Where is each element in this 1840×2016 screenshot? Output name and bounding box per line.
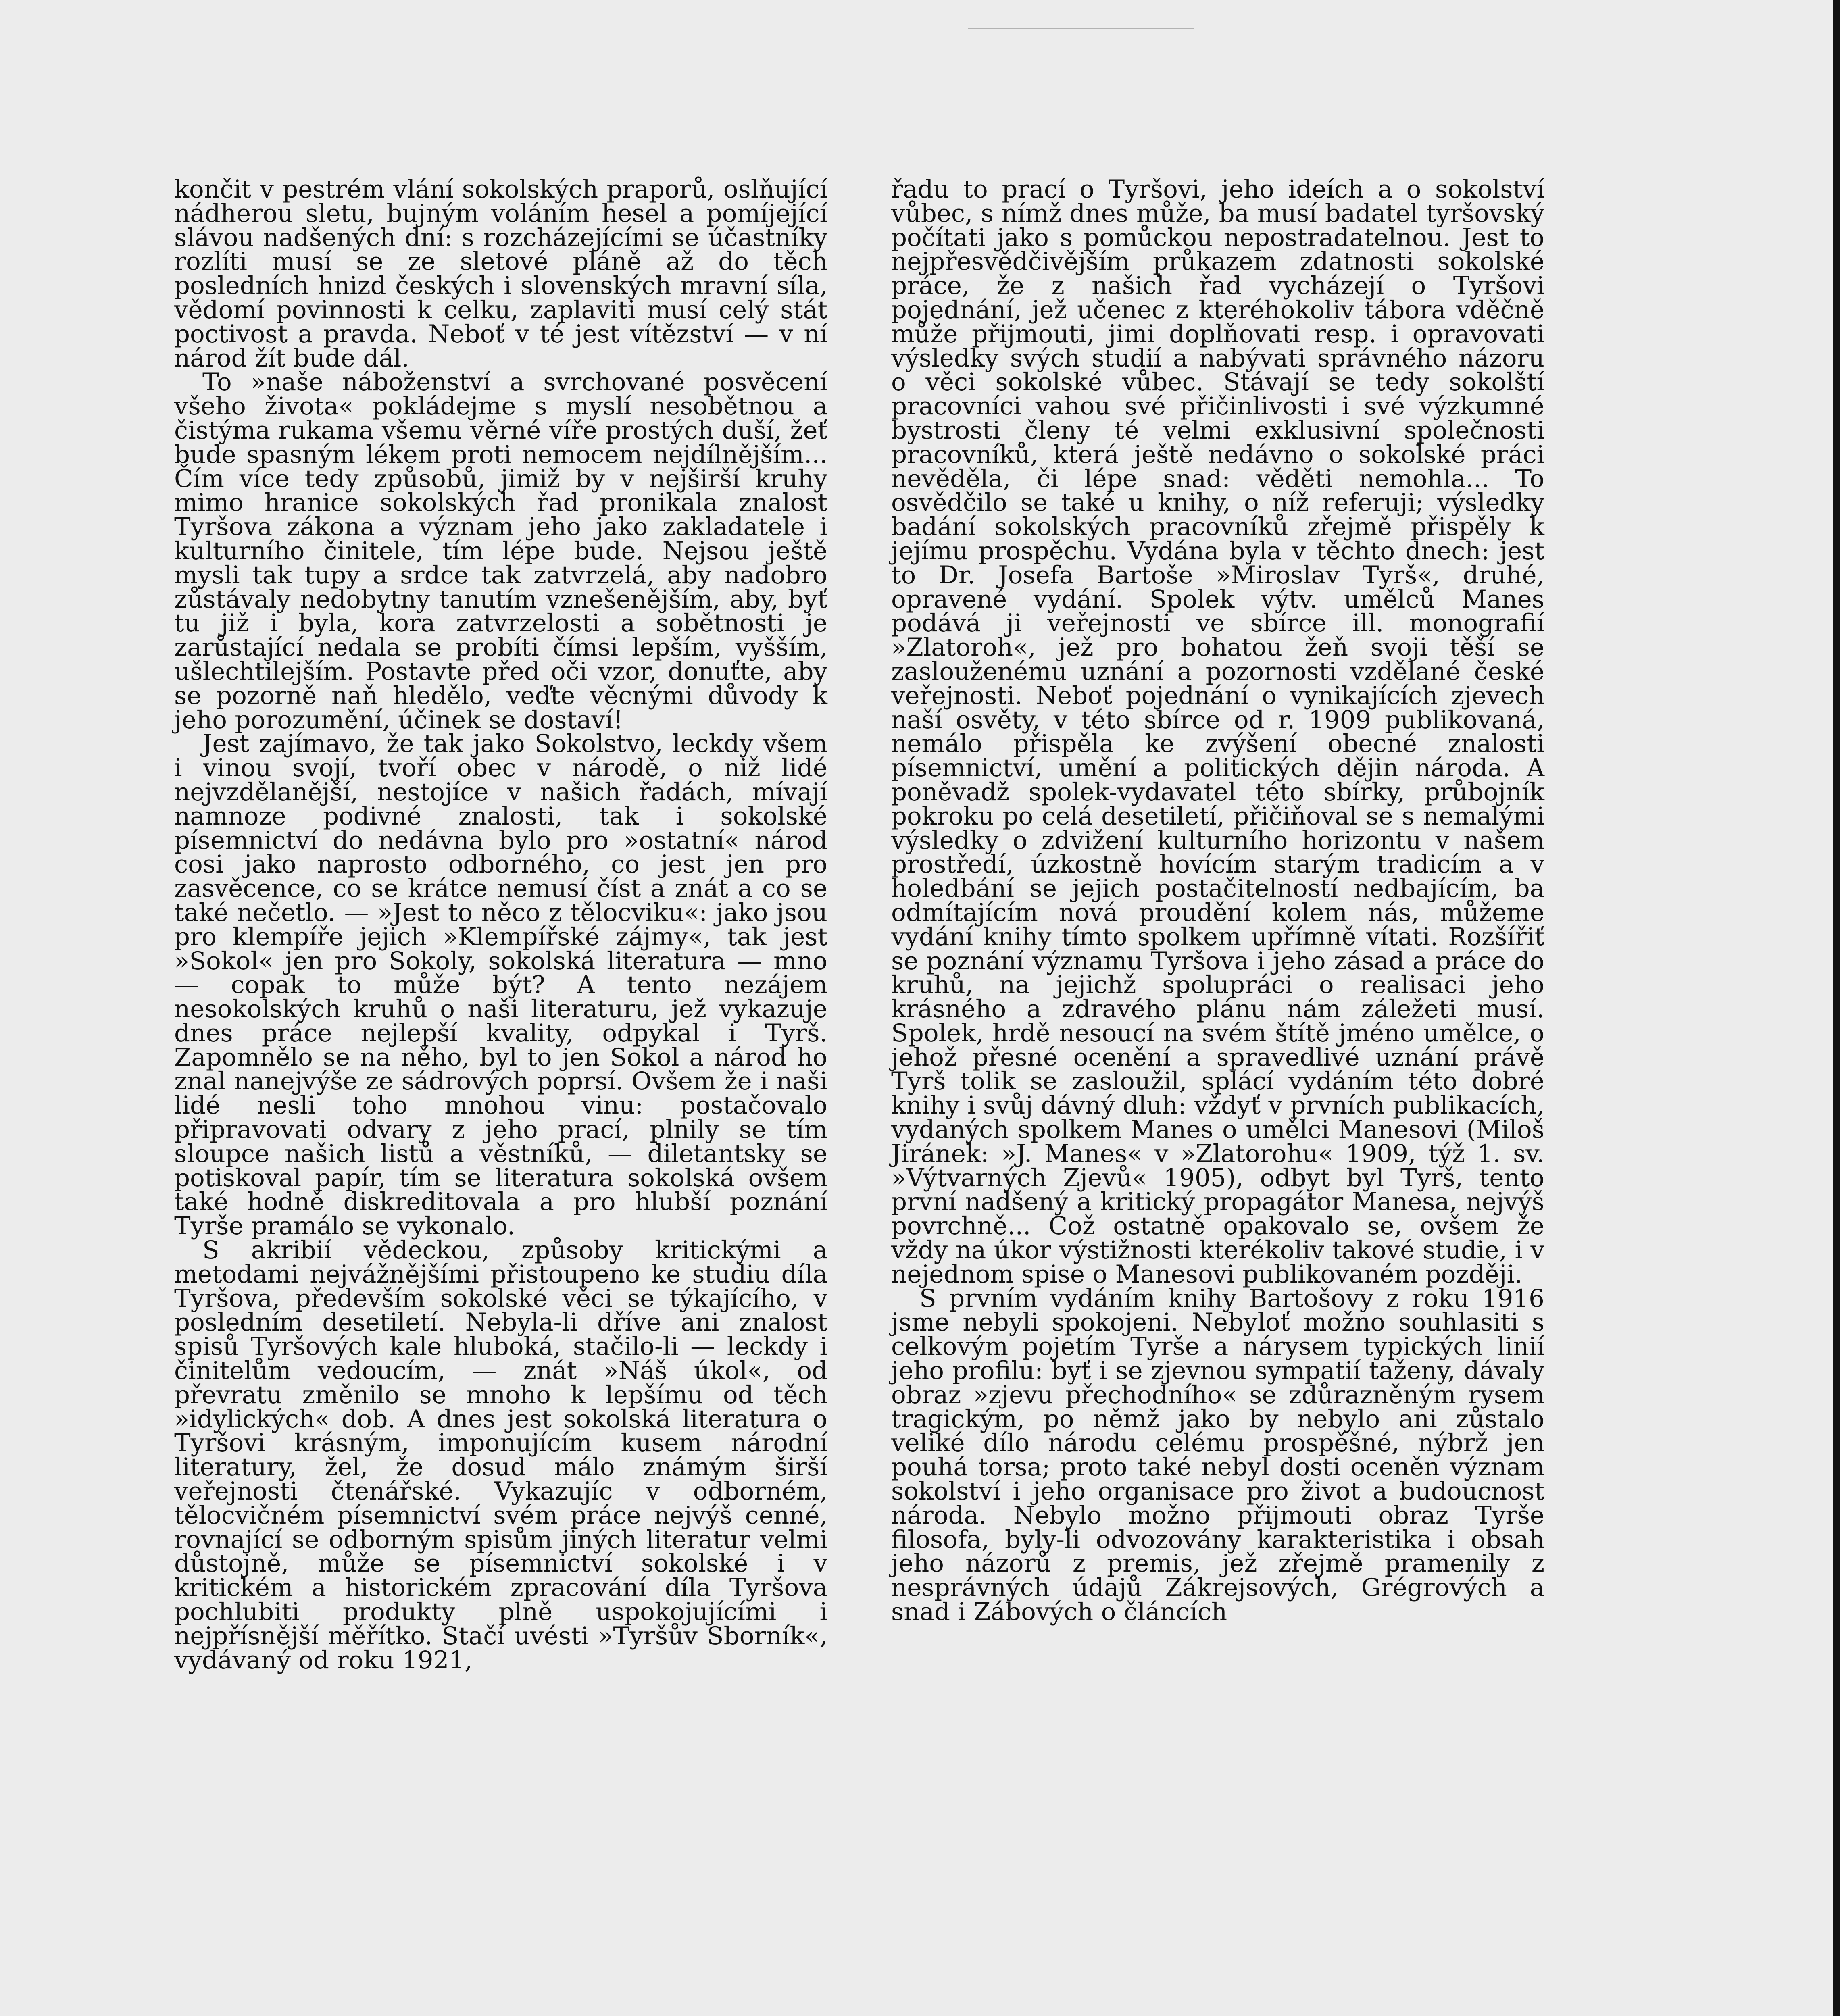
paragraph: To »naše náboženství a svrchované posvěcení všeho života« pokládejme s myslí nesobětnou a čistýma rukama všemu věrné víře prostých duší, žeť bude spasným lékem proti nemocem nejdílnějším... Čím více tedy způsobů, jimiž by v nejširší kruhy mimo hranice sokolských řad pronikala znalost Tyršova zákona a význam jeho jako zakladatele i kulturního činitele, tím lépe bude. Nejsou ještě mysli tak tupy a srdce tak zatvrzelá, aby nadobro zůstávaly nedobytny tanutím vznešenějším, aby, byť tu již i byla, kora zatvrzelosti a sobětnosti je zarůstající nedala se probíti čímsi lepším, vyšším, ušlechtilejším. Postavte před oči vzor, donuťte, aby se pozorně naň hledělo, veďte věcnými důvody k jeho porozumění, účinek se dostaví! xyxy=(174,368,827,734)
paragraph: S akribií vědeckou, způsoby kritickými a metodami nejvážnějšími přistoupeno ke studiu díla Tyršova, především sokolské věci se týkajícího, v posledním desetiletí. Nebyla-li dříve ani znalost spisů Tyršových kale hluboká, stačilo-li — leckdy i činitelům vedoucím, — znát »Náš úkol«, od převratu změnilo se mnoho k lepšímu od těch »idylických« dob. A dnes jest sokolská literatura o Tyršovi krásným, imponujícím kusem národní literatury, žel, že dosud málo známým širší veřejnosti čtenářské. Vykazujíc v odborném, tělocvičném písemnictví svém práce nejvýš cenné, rovnající se odborným spisům jiných literatur velmi důstojně, může se písemnictví sokolské i v kritickém a historickém zpracování díla Tyršova pochlubiti produkty plně uspokojujícími i nejpřísnější měřítko. Stačí uvésti »Tyršův Sborník«, vydávaný od roku 1921, xyxy=(174,1236,827,1674)
paragraph: S prvním vydáním knihy Bartošovy z roku 1916 jsme nebyli spokojeni. Nebyloť možno souhlasiti s celkovým pojetím Tyrše a nárysem typických linií jeho profilu: byť i se zjevnou sympatií taženy, dávaly obraz »zjevu přechodního« se zdůrazněným rysem tragickým, po němž jako by nebylo ani zůstalo veliké dílo národu celému prospěšné, nýbrž jen pouhá torsa; proto také nebyl dosti oceněn význam sokolství i jeho organisace pro život a budoucnost národa. Nebylo možno přijmouti obraz Tyrše filosofa, byly-li odvozovány karakteristika i obsah jeho názorů z premis, jež zřejmě pramenily z nesprávných údajů Zákrejsových, Grégrových a snad i Zábových o článcích xyxy=(891,1284,1544,1627)
paragraph: končit v pestrém vlání sokolských praporů, oslňující nádherou sletu, bujným voláním hesel a pomíjející slávou nadšených dní: s rozcházejícími se účastníky rozlíti musí se ze sletové pláně až do těch posledních hnizd českých i slovenských mravní síla, vědomí povinnosti k celku, zaplaviti musí celý stát poctivost a pravda. Neboť v té jest vítězství — v ní národ žít bude dál. xyxy=(174,175,827,373)
paragraph: řadu to prací o Tyršovi, jeho ideích a o sokolství vůbec, s nímž dnes může, ba musí badatel tyršovský počítati jako s pomůckou nepostradatelnou. Jest to nejpřesvědčivějším průkazem zdatnosti sokolské práce, že z našich řad vycházejí o Tyršovi pojednání, jež učenec z kteréhokoliv tábora vděčně může přijmouti, jimi doplňovati resp. i opravovati výsledky svých studií a nabývati správného názoru o věci sokolské vůbec. Stávají se tedy sokolští pracovníci vahou své přičinlivosti i své výzkumné bystrosti členy té velmi exklusivní společnosti pracovníků, která ještě nedávno o sokolské práci nevěděla, či lépe snad: věděti nemohla... To osvědčilo se také u knihy, o níž referuji; výsledky badání sokolských pracovníků zřejmě přispěly k jejímu prospěchu. Vydána byla v těchto dnech: jest to Dr. Josefa Bartoše »Miroslav Tyrš«, druhé, opravené vydání. Spolek výtv. umělců Manes podává ji veřejnosti ve sbírce ill. monografií »Zlatoroh«, jež pro bohatou žeň svoji těší se zaslouženému uznání a pozornosti vzdělané české veřejnosti. Neboť pojednání o vynikajících zjevech naší osvěty, v této sbírce od r. 1909 publikovaná, nemálo přispěla ke zvýšení obecné znalosti písemnictví, umění a politických dějin národa. A poněvadž spolek-vydavatel této sbírky, průbojník pokroku po celá desetiletí, přičiňoval se s nemalými výsledky o zdvižení kulturního horizontu v našem prostředí, úzkostně hovícím starým tradicím a v holedbání se jejich postačitelností nedbajícím, ba odmítajícím nová proudění kolem nás, můžeme vydání knihy tímto spolkem upřímně vítati. Rozšířiť se poznání významu Tyršova i jeho zásad a práce do kruhů, na jejichž spolupráci o realisaci jeho krásného a zdravého plánu nám záležeti musí. Spolek, hrdě nesoucí na svém štítě jméno umělce, o jehož přesné ocenění a spravedlivé uznání právě Tyrš tolik se zasloužil, splácí vydáním této dobré knihy i svůj dávný dluh: vždyť v prvních publikacích, vydaných spolkem Manes o umělci Manesovi (Miloš Jiránek: »J. Manes« v »Zlatorohu« 1909, týž 1. sv. »Výtvarných Zjevů« 1905), odbyt byl Tyrš, tento první nadšený a kritický propagátor Manesa, nejvýš povrchně... Což ostatně opakovalo se, ovšem že vždy na úkor výstižnosti kterékoliv takové studie, i v nejednom spise o Manesovi publikovaném později. xyxy=(891,175,1544,1289)
right-column xyxy=(891,175,1544,1627)
paragraph: Jest zajímavo, že tak jako Sokolstvo, leckdy všem i vinou svojí, tvoří obec v národě, o niž lidé nejvzdělanější, nestojíce v našich řadách, mívají namnoze podivné znalosti, tak i sokolské písemnictví do nedávna bylo pro »ostatní« národ cosi jako naprosto odborného, co jest jen pro zasvěcence, co se krátce nemusí číst a znát a co se také nečetlo. — »Jest to něco z tělocviku«: jako jsou pro klempíře jejich »Klempířské zájmy«, tak jest »Sokol« jen pro Sokoly, sokolská literatura — mno — copak to může být? A tento nezájem nesokolských kruhů o naši literaturu, jež vykazuje dnes práce nejlepší kvality, odpykal i Tyrš. Zapomnělo se na něho, byl to jen Sokol a národ ho znal nanejvýše ze sádrových poprsí. Ovšem že i naši lidé nesli toho mnohou vinu: postačovalo připravovati odvary z jeho prací, plnily se tím sloupce našich listů a věstníků, — diletantsky se potiskoval papír, tím se literatura sokolská ovšem také hodně diskreditovala a pro hlubší poznání Tyrše pramálo se vykonalo. xyxy=(174,729,827,1241)
left-column xyxy=(174,177,827,1672)
scan-artifact xyxy=(968,4,1194,29)
